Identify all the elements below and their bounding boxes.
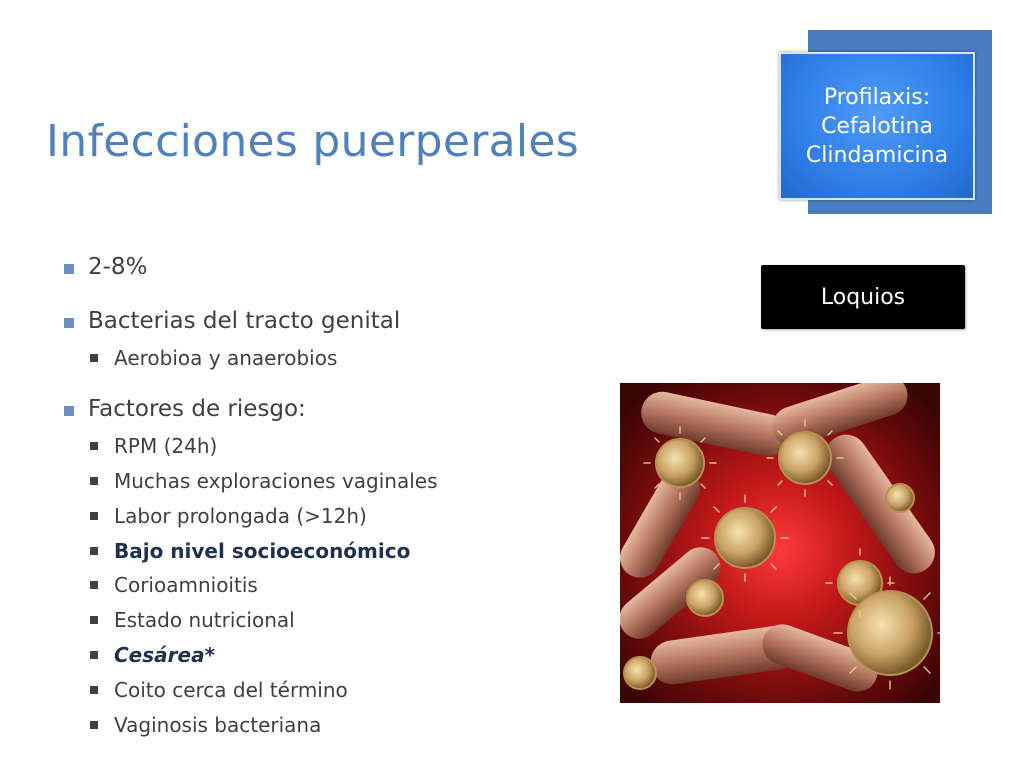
sub-list-item (114, 608, 295, 632)
bullet-icon (64, 318, 74, 328)
bullet-icon (90, 442, 98, 450)
profilaxis-drug-2: Clindamicina (805, 142, 949, 168)
list-item (88, 396, 306, 422)
loquios-box (761, 265, 965, 329)
sub-list-item (114, 713, 321, 737)
bullet-icon (64, 264, 74, 274)
list-item-text: Aerobioa y anaerobios (114, 346, 338, 370)
bacteria-image (620, 383, 940, 703)
sub-list-item (114, 469, 438, 493)
list-item-text: RPM (24h) (114, 434, 218, 458)
list-item (88, 308, 400, 334)
loquios-label: Loquios (820, 284, 906, 310)
list-item-text: Coito cerca del término (114, 678, 348, 702)
bullet-icon (90, 354, 98, 362)
sub-list-item (114, 539, 410, 563)
bullet-icon (90, 547, 98, 555)
list-item-text: Estado nutricional (114, 608, 295, 632)
sub-list-item (114, 678, 348, 702)
bullet-icon (90, 477, 98, 485)
profilaxis-drug-1: Cefalotina (821, 113, 933, 139)
sub-list-item (114, 643, 215, 667)
list-item-text: Factores de riesgo: (88, 396, 306, 422)
bullet-icon (90, 512, 98, 520)
profilaxis-box (779, 52, 975, 200)
bullet-icon (90, 581, 98, 589)
sub-list-item (114, 434, 217, 458)
bullet-icon (90, 651, 98, 659)
slide-title: Infecciones puerperales (46, 116, 579, 167)
sub-list-item (114, 504, 367, 528)
list-item-text: Corioamnioitis (114, 573, 258, 597)
list-item-text: Labor prolongada (>12h) (114, 504, 367, 528)
list-item-text: 2-8% (88, 254, 148, 280)
bullet-icon (90, 616, 98, 624)
list-item-text: Muchas exploraciones vaginales (114, 469, 438, 493)
list-item-text: Bacterias del tracto genital (88, 308, 401, 334)
sub-list-item (114, 346, 337, 370)
list-item (88, 254, 147, 280)
sub-list-item (114, 573, 258, 597)
profilaxis-label: Profilaxis: (823, 84, 931, 110)
bullet-icon (90, 721, 98, 729)
list-item-text: Cesárea* (114, 643, 216, 667)
list-item-text: Vaginosis bacteriana (114, 713, 322, 737)
bullet-icon (64, 406, 74, 416)
bullet-icon (90, 686, 98, 694)
list-item-text: Bajo nivel socioeconómico (114, 539, 411, 563)
